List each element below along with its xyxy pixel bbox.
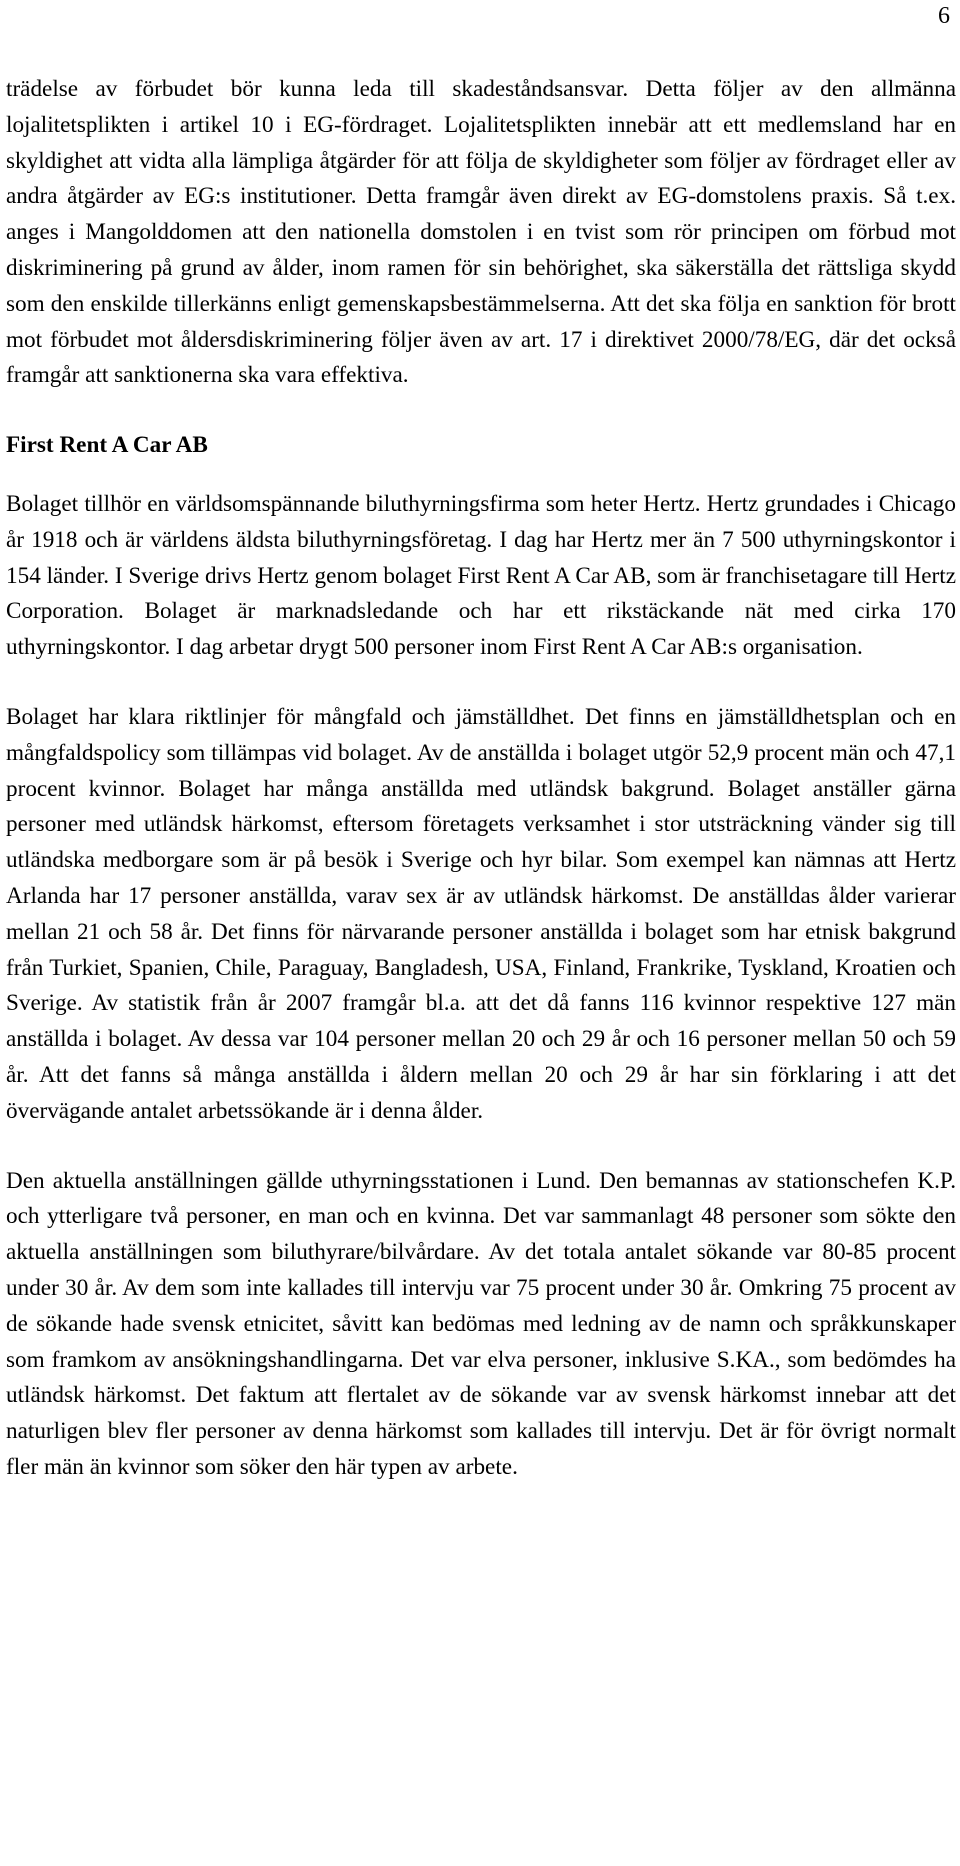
paragraph-company-background: Bolaget tillhör en världsomspännande biluthyrningsfirma som heter Hertz. Hertz grundades i Chicago år 1918 och är världens äldsta biluthyrningsföretag. I dag har Hertz mer än 7 500 uthyrningskontor i 154 länder. I Sverige drivs Hertz genom bolaget First Rent A Car AB, som är franchisetagare till Hertz Corporation. Bolaget är marknadsledande och har ett rikstäckande nät med cirka 170 uthyrningskontor. I dag arbetar drygt 500 personer inom First Rent A Car AB:s organisation.	[6, 490, 956, 661]
page-number: 6	[938, 3, 950, 29]
paragraph-sanctions: trädelse av förbudet bör kunna leda till skadeståndsansvar. Detta följer av den allmänna lojalitetsplikten i artikel 10 i EG-fördraget. Lojalitetsplikten innebär att ett medlemsland har en skyldighet att vidta alla lämpliga åtgärder för att följa de skyldigheter som följer av fördraget eller av andra åtgärder av EG:s institutioner. Detta framgår även direkt av EG-domstolens praxis. Så t.ex. anges i Mangolddomen att den nationella domstolen i en tvist som rör principen om förbud mot diskriminering på grund av ålder, inom ramen för sin behörighet, ska säkerställa det rättsliga skydd som den enskilde tillerkänns enligt gemenskapsbestämmelserna. Att det ska följa en sanktion för brott mot förbudet mot åldersdiskriminering följer även av art. 17 i direktivet 2000/78/EG, där det också framgår att sanktionerna ska vara effektiva.	[6, 76, 956, 389]
page-content	[6, 72, 956, 1486]
section-heading: First Rent A Car AB	[6, 432, 208, 459]
paragraph-lund-position: Den aktuella anställningen gällde uthyrningsstationen i Lund. Den bemannas av stationschefen K.P. och ytterligare två personer, en man och en kvinna. Det var sammanlagt 48 personer som sökte den aktuella anställningen som biluthyrare/bilvårdare. Av det totala antalet sökande var 80-85 procent under 30 år. Av dem som inte kallades till intervju var 75 procent under 30 år. Omkring 75 procent av de sökande hade svensk etnicitet, såvitt kan bedömas med ledning av de namn och språkkunskaper som framkom av ansökningshandlingarna. Det var elva personer, inklusive S.KA., som bedömdes ha utländsk härkomst. Det faktum att flertalet av de sökande var av svensk härkomst innebar att det naturligen blev fler personer av denna härkomst som kallades till intervju. Det är för övrigt normalt fler män än kvinnor som söker den här typen av arbete.	[6, 1167, 956, 1480]
paragraph-diversity-policy: Bolaget har klara riktlinjer för mångfald och jämställdhet. Det finns en jämställdhetsplan och en mångfaldspolicy som tillämpas vid bolaget. Av de anställda i bolaget utgör 52,9 procent män och 47,1 procent kvinnor. Bolaget har många anställda med utländsk bakgrund. Bolaget anställer gärna personer med utländsk härkomst, eftersom företagets verksamhet i stor utsträckning vänder sig till utländska medborgare som är på besök i Sverige och hyr bilar. Som exempel kan nämnas att Hertz Arlanda har 17 personer anställda, varav sex är av utländsk härkomst. De anställdas ålder varierar mellan 21 och 58 år. Det finns för närvarande personer anställda i bolaget som har etnisk bakgrund från Turkiet, Spanien, Chile, Paraguay, Bangladesh, USA, Finland, Frankrike, Tyskland, Kroatien och Sverige. Av statistik från år 2007 framgår bl.a. att det då fanns 116 kvinnor respektive 127 män anställda i bolaget. Av dessa var 104 personer mellan 20 och 29 år och 16 personer mellan 50 och 59 år. Att det fanns så många anställda i åldern mellan 20 och 29 år har sin förklaring i att det övervägande antalet arbetssökande är i denna ålder.	[6, 703, 956, 1124]
